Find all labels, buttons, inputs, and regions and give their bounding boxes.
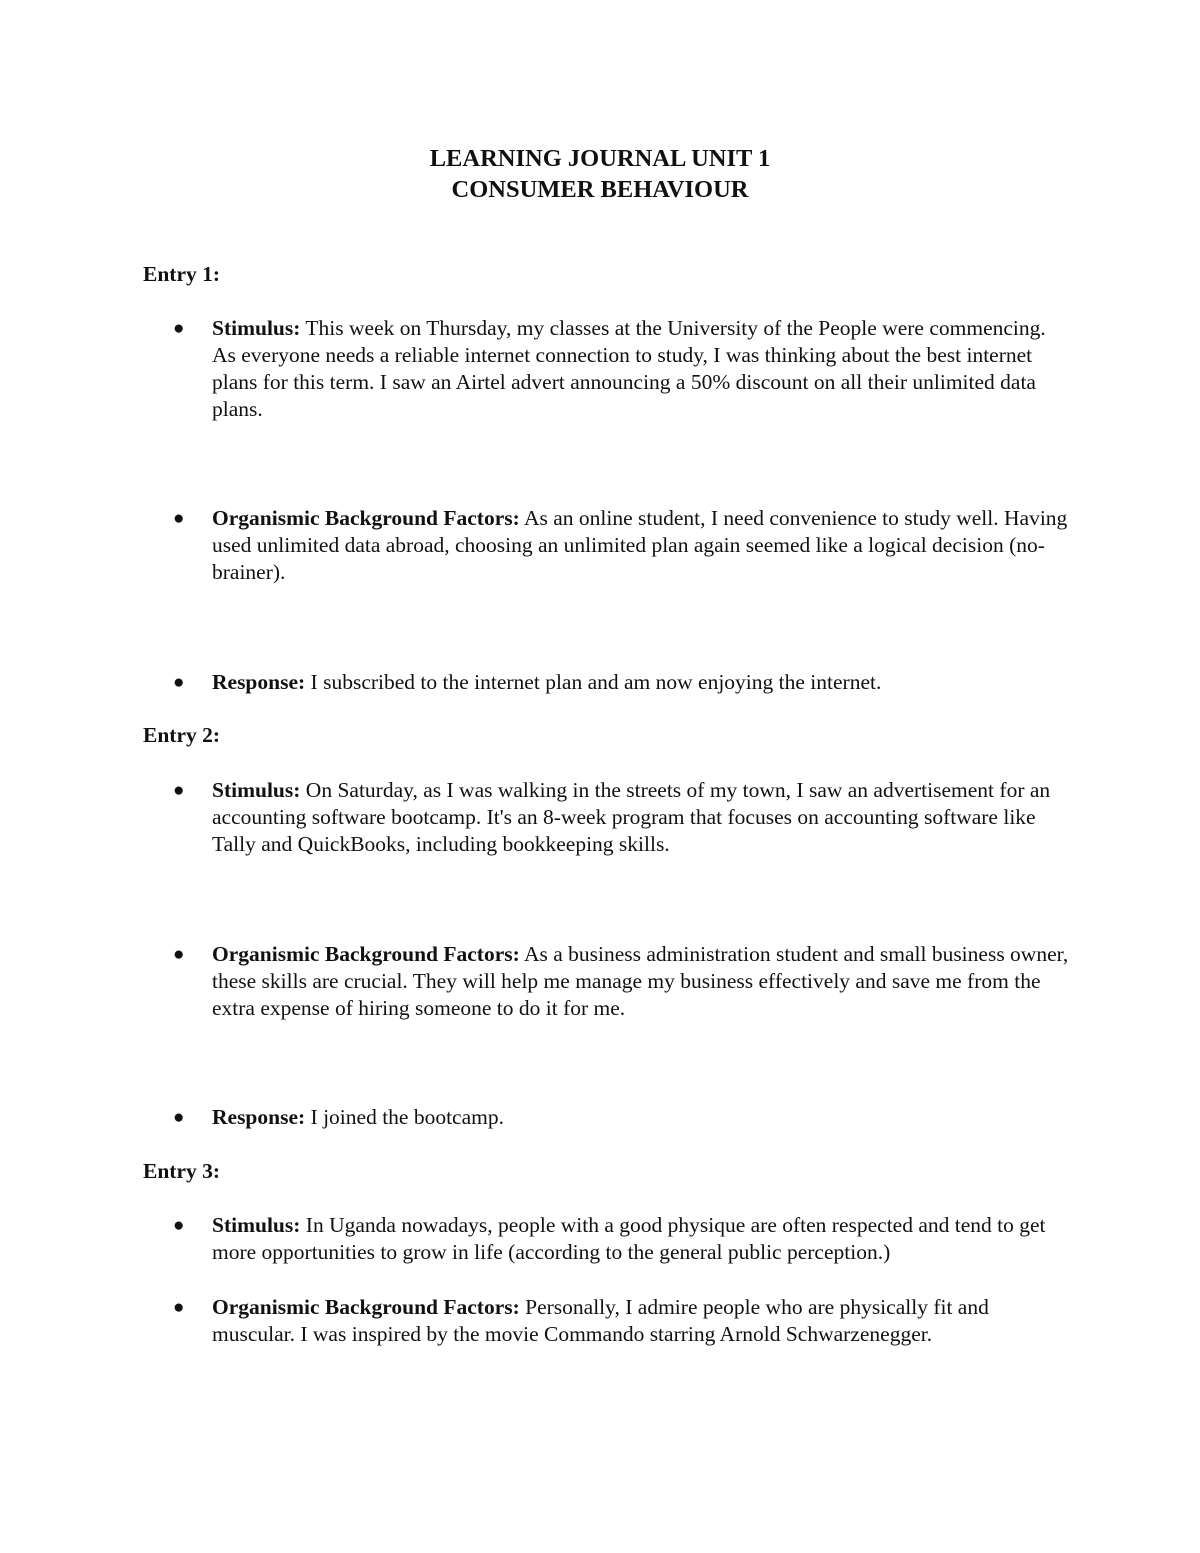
item-body: Personally, I admire people who are physically fit and muscular. I was inspired by the movie Commando starring Arnold Schwarzenegger. [212,1295,989,1346]
bullet-icon: ● [173,672,185,693]
item-label: Stimulus: [212,316,301,340]
title-line-2: CONSUMER BEHAVIOUR [451,176,749,203]
bullet-icon: ● [173,1107,185,1128]
entry-2-heading: Entry 2: [143,723,221,747]
title-line-1: LEARNING JOURNAL UNIT 1 [429,145,771,172]
item-label: Response: [212,670,306,694]
bullet-icon: ● [173,508,185,529]
entry-1-response [173,669,1073,696]
entry-3-heading: Entry 3: [143,1159,221,1183]
item-body: I joined the bootcamp. [305,1105,504,1129]
entry-2-stimulus [173,777,1073,858]
entry-3-organismic-factors [173,1294,1073,1348]
bullet-icon: ● [173,944,185,965]
document-title [0,143,1200,205]
item-label: Organismic Background Factors: [212,506,520,530]
item-body: As a business administration student and small business owner, these skills are crucial. They will help me manage my business effectively and save me from the extra expense of hiring someone to do it for me. [212,942,1069,1020]
entry-2-response [173,1104,1073,1131]
bullet-icon: ● [173,1297,185,1318]
item-label: Stimulus: [212,778,301,802]
item-body: On Saturday, as I was walking in the streets of my town, I saw an advertisement for an accounting software bootcamp. It's an 8-week program that focuses on accounting software like Tally and QuickBooks, including bookkeeping skills. [212,778,1051,856]
bullet-icon: ● [173,318,185,339]
entry-3-stimulus [173,1212,1073,1266]
entry-1-heading: Entry 1: [143,262,221,286]
item-label: Organismic Background Factors: [212,1295,520,1319]
item-label: Stimulus: [212,1213,301,1237]
entry-1-stimulus [173,315,1073,423]
item-body: This week on Thursday, my classes at the University of the People were commencing. As everyone needs a reliable internet connection to study, I was thinking about the best internet plans for this term. I saw an Airtel advert announcing a 50% discount on all their unlimited data plans. [212,316,1046,421]
item-label: Organismic Background Factors: [212,942,520,966]
bullet-icon: ● [173,780,185,801]
item-body: In Uganda nowadays, people with a good physique are often respected and tend to get more opportunities to grow in life (according to the general public perception.) [212,1213,1046,1264]
entry-2-organismic-factors [173,941,1073,1022]
bullet-icon: ● [173,1215,185,1236]
item-label: Response: [212,1105,306,1129]
item-body: As an online student, I need convenience to study well. Having used unlimited data abroad, choosing an unlimited plan again seemed like a logical decision (no-brainer). [212,506,1068,584]
entry-1-organismic-factors [173,505,1073,586]
item-body: I subscribed to the internet plan and am now enjoying the internet. [305,670,882,694]
